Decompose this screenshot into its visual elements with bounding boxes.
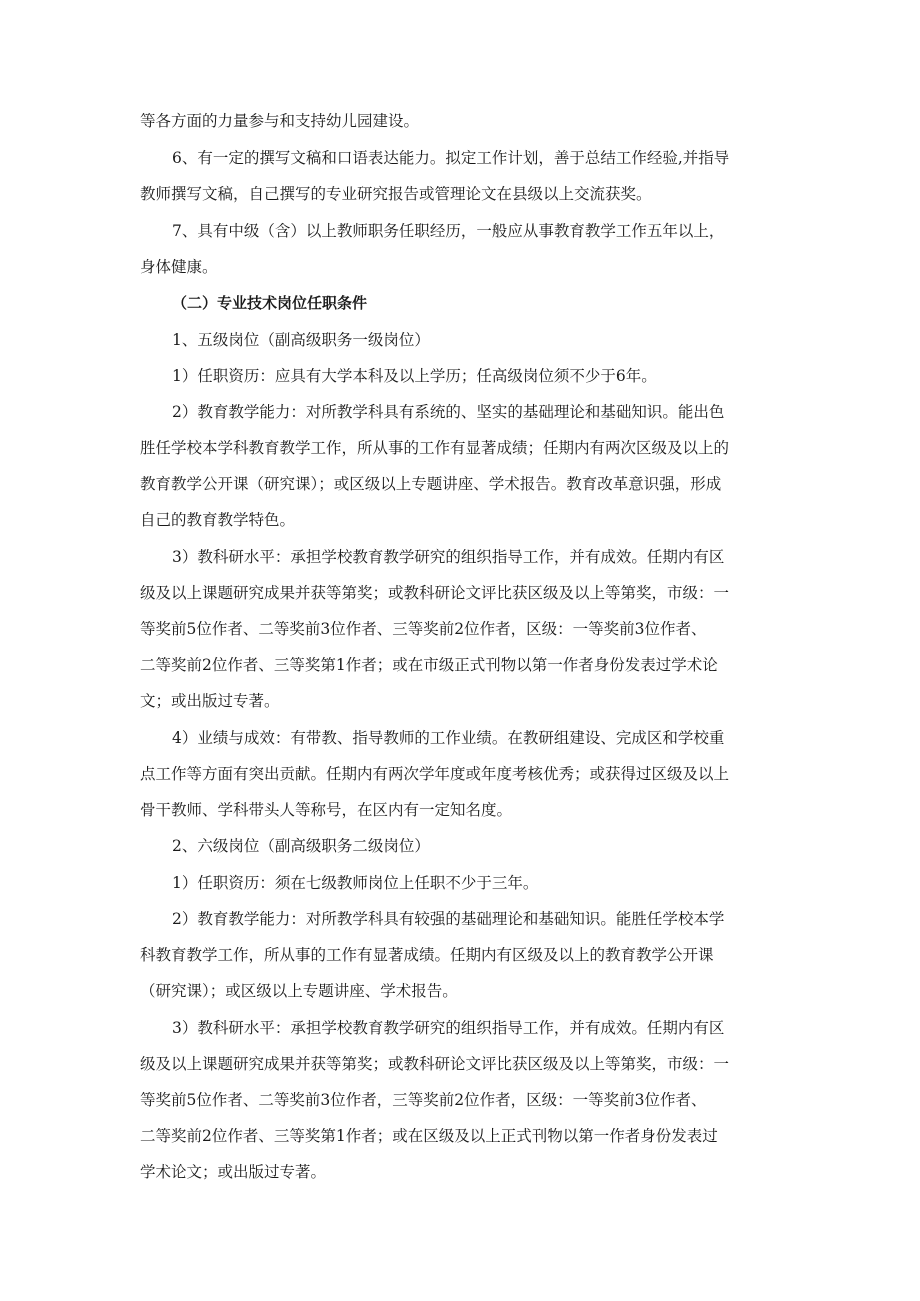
text-line: 二等奖前2位作者、三等奖第1作者；或在区级及以上正式刊物以第一作者身份发表过: [140, 1127, 718, 1145]
text-line: 胜任学校本学科教育教学工作，所从事的工作有显著成绩；任期内有两次区级及以上的: [140, 439, 730, 457]
text-line: 7、具有中级（含）以上教师职务任职经历，一般应从事教育教学工作五年以上，: [172, 222, 725, 240]
text-line: 学术论文；或出版过专著。: [140, 1163, 327, 1181]
section-heading: （二）专业技术岗位任职条件: [172, 294, 368, 312]
text-line: 二等奖前2位作者、三等奖第1作者；或在市级正式刊物以第一作者身份发表过学术论: [140, 656, 718, 674]
text-line: 1、五级岗位（副高级职务一级岗位）: [172, 331, 430, 349]
text-line: 点工作等方面有突出贡献。任期内有两次学年度或年度考核优秀；或获得过区级及以上: [140, 765, 730, 783]
text-line: 2、六级岗位（副高级职务二级岗位）: [172, 837, 430, 855]
text-line: （研究课）；或区级以上专题讲座、学术报告。: [140, 982, 458, 1000]
text-line: 1）任职资历：须在七级教师岗位上任职不少于三年。: [172, 874, 539, 892]
text-line: 2）教育教学能力：对所教学科具有较强的基础理论和基础知识。能胜任学校本学: [172, 910, 725, 928]
text-line: 科教育教学工作，所从事的工作有显著成绩。任期内有区级及以上的教育教学公开课: [140, 946, 714, 964]
text-line: 级及以上课题研究成果并获等第奖；或教科研论文评比获区级及以上等第奖，市级：一: [140, 584, 730, 602]
text-line: 教师撰写文稿，自己撰写的专业研究报告或管理论文在县级以上交流获奖。: [140, 185, 652, 203]
text-line: 骨干教师、学科带头人等称号，在区内有一定知名度。: [140, 801, 513, 819]
text-line: 等奖前5位作者、二等奖前3位作者，三等奖前2位作者，区级：一等奖前3位作者、: [140, 1091, 707, 1109]
text-line: 等奖前5位作者、二等奖前3位作者、三等奖前2位作者，区级：一等奖前3位作者、: [140, 620, 707, 638]
text-line: 级及以上课题研究成果并获等第奖；或教科研论文评比获区级及以上等第奖，市级：一: [140, 1055, 730, 1073]
text-line: 等各方面的力量参与和支持幼儿园建设。: [140, 112, 420, 130]
text-line: 自己的教育教学特色。: [140, 511, 296, 529]
text-line: 身体健康。: [140, 258, 218, 276]
text-line: 3）教科研水平：承担学校教育教学研究的组织指导工作，并有成效。任期内有区: [172, 548, 725, 566]
text-line: 6、有一定的撰写文稿和口语表达能力。拟定工作计划，善于总结工作经验,并指导: [172, 149, 730, 167]
text-line: 1）任职资历：应具有大学本科及以上学历；任高级岗位须不少于6年。: [172, 367, 657, 385]
text-line: 2）教育教学能力：对所教学科具有系统的、坚实的基础理论和基础知识。能出色: [172, 403, 725, 421]
text-line: 文；或出版过专著。: [140, 692, 280, 710]
text-line: 3）教科研水平：承担学校教育教学研究的组织指导工作，并有成效。任期内有区: [172, 1019, 725, 1037]
text-line: 教育教学公开课（研究课）；或区级以上专题讲座、学术报告。教育改革意识强，形成: [140, 475, 722, 493]
text-line: 4）业绩与成效：有带教、指导教师的工作业绩。在教研组建设、完成区和学校重: [172, 729, 725, 747]
